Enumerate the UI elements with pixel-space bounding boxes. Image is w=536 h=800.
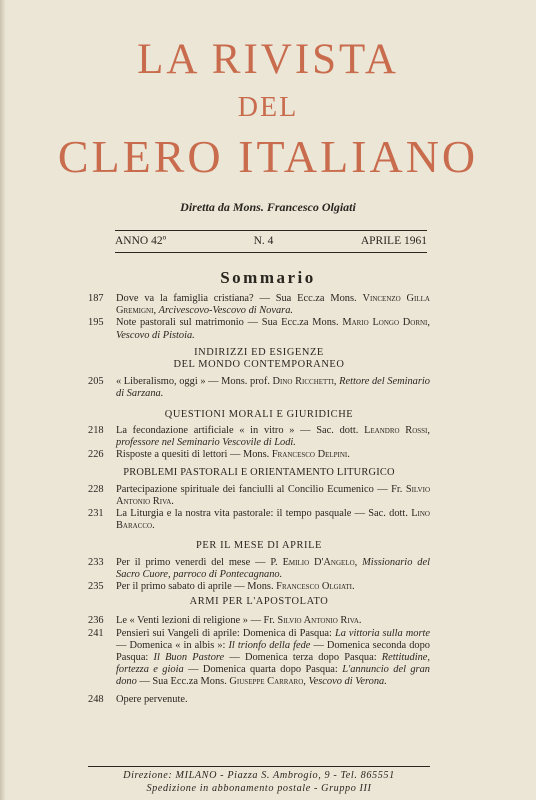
- toc-author: Dino Ricchetti: [272, 376, 334, 388]
- toc-page-number: 187: [88, 293, 104, 304]
- issue-rule-top: [115, 230, 427, 231]
- section-heading: QUESTIONI MORALI E GIURIDICHE: [164, 408, 354, 420]
- toc-page-number: 241: [88, 627, 104, 639]
- issue-date: APRILE 1961: [360, 235, 427, 247]
- footer-postal-note: Spedizione in abbonamento postale - Gruppo III: [146, 783, 372, 794]
- section-heading: ARMI PER L'APOSTOLATO: [189, 596, 329, 608]
- toc-author: Mario Longo Dorni: [342, 317, 428, 329]
- section-heading: DEL MONDO CONTEMPORANEO: [173, 359, 345, 371]
- toc-entry: [88, 581, 430, 593]
- toc-entry-text: Per il primo sabato di aprile — Mons. Francesco Olgiati.: [116, 581, 355, 593]
- toc-entry: [88, 317, 430, 341]
- toc-page-number: 228: [88, 483, 104, 495]
- toc-author-role: Missionario del Sacro Cuore, parroco di Pontecagnano.: [116, 556, 430, 580]
- toc-page-number: 218: [88, 424, 104, 436]
- issue-number: N. 4: [253, 235, 274, 247]
- toc-author: Giuseppe Carraro: [229, 676, 304, 688]
- toc-entry: [88, 376, 430, 400]
- section-heading: PROBLEMI PASTORALI E ORIENTAMENTO LITURGICO: [123, 467, 395, 479]
- toc-entry-text: La Liturgia e la nostra vita pastorale: il tempo pasquale — Sac. dott. Lino Baracco.: [116, 508, 430, 532]
- masthead-line-1: LA RIVISTA: [137, 36, 399, 83]
- toc-entry-text: Note pastorali sul matrimonio — Sua Ecc.za Mons. Mario Longo Dorni, Vescovo di Pistoia.: [116, 317, 430, 341]
- toc-entry: [88, 449, 430, 461]
- toc-entry-text: Per il primo venerdì del mese — P. Emilio D'Angelo, Missionario del Sacro Cuore, parroco di Pontecagnano.: [116, 556, 430, 580]
- toc-entry: [88, 484, 430, 508]
- issue-year: ANNO 42º: [115, 235, 167, 247]
- toc-author-role: professore nel Seminario Vescovile di Lodi.: [116, 437, 296, 449]
- toc-author-role: Rettore del Seminario di Sarzana.: [116, 376, 430, 400]
- footer-address: Direzione: MILANO - Piazza S. Ambrogio, 9 - Tel. 865551: [123, 770, 395, 781]
- issue-info: [115, 235, 427, 247]
- toc-entry-text: Dove va la famiglia cristiana? — Sua Ecc.za Mons. Vincenzo Gilla Gremigni, Arcivescovo-Vescovo di Novara.: [116, 293, 430, 317]
- toc-page-number: 233: [88, 556, 104, 568]
- contents-heading: Sommario: [220, 268, 316, 287]
- toc-entry: [88, 508, 430, 532]
- toc-author: Leandro Rossi: [364, 424, 428, 436]
- toc-entry: [88, 293, 430, 317]
- toc-entry-text: Pensieri sui Vangeli di aprile: Domenica di Pasqua: La vittoria sulla morte — Domenica « in albis »: Il trionfo della fede — Domenica seconda dopo Pasqua: Il Buon Pastore — Domenica terza dopo Pasqua: Rettitudine, fortezza e gioia — Domenica quarta dopo Pasqua: L'annuncio del gran dono — Sua Ecc.za Mons. Giuseppe Carraro, Vescovo di Verona.: [116, 627, 430, 688]
- toc-author: Francesco Olgiati: [276, 581, 352, 593]
- table-of-contents: [88, 293, 430, 706]
- issue-rule-bottom: [115, 252, 427, 253]
- toc-author: Silvio Antonio Riva: [116, 483, 430, 507]
- masthead-line-2: DEL: [237, 92, 299, 123]
- toc-entry: [88, 615, 430, 627]
- toc-entry-text: « Liberalismo, oggi » — Mons. prof. Dino Ricchetti, Rettore del Seminario di Sarzana.: [116, 376, 430, 400]
- toc-entry: [88, 694, 430, 706]
- section-heading: PER IL MESE DI APRILE: [196, 540, 322, 552]
- toc-entry-text: Le « Venti lezioni di religione » — Fr. Silvio Antonio Riva.: [116, 615, 362, 627]
- section-heading: INDIRIZZI ED ESIGENZE: [194, 346, 324, 358]
- toc-page-number: 226: [88, 449, 104, 461]
- toc-page-number: 205: [88, 376, 104, 388]
- toc-entry: [88, 557, 430, 581]
- toc-author-role: Vescovo di Pistoia.: [116, 329, 195, 341]
- toc-author: Francesco Delpini: [271, 449, 348, 461]
- toc-author: Emilio D'Angelo: [282, 556, 355, 568]
- toc-entry-text: Opere pervenute.: [116, 693, 188, 705]
- toc-author: Lino Baracco: [116, 508, 430, 532]
- editor-line: Diretta da Mons. Francesco Olgiati: [180, 200, 356, 214]
- toc-page-number: 231: [88, 508, 104, 520]
- toc-page-number: 195: [88, 317, 104, 329]
- toc-author-role: Vescovo di Verona.: [308, 676, 387, 688]
- toc-entry: [88, 628, 430, 689]
- footer-rule-top: [88, 766, 430, 767]
- toc-author: Silvio Antonio Riva: [277, 615, 359, 627]
- toc-page-number: 235: [88, 581, 104, 593]
- toc-page-number: 248: [88, 693, 104, 705]
- toc-author-role: Arcivescovo-Vescovo di Novara.: [158, 305, 294, 317]
- toc-entry-text: Partecipazione spirituale dei fanciulli al Concilio Ecumenico — Fr. Silvio Antonio Riva.: [116, 483, 430, 507]
- toc-author: Vincenzo Gilla Gremigni: [116, 293, 430, 317]
- toc-entry: [88, 425, 430, 449]
- toc-page-number: 236: [88, 615, 104, 627]
- masthead-line-3: CLERO ITALIANO: [57, 131, 479, 182]
- toc-entry-text: La fecondazione artificiale « in vitro » — Sac. dott. Leandro Rossi, professore nel Seminario Vescovile di Lodi.: [116, 424, 430, 449]
- toc-entry-text: Risposte a quesiti di lettori — Mons. Francesco Delpini.: [116, 449, 350, 461]
